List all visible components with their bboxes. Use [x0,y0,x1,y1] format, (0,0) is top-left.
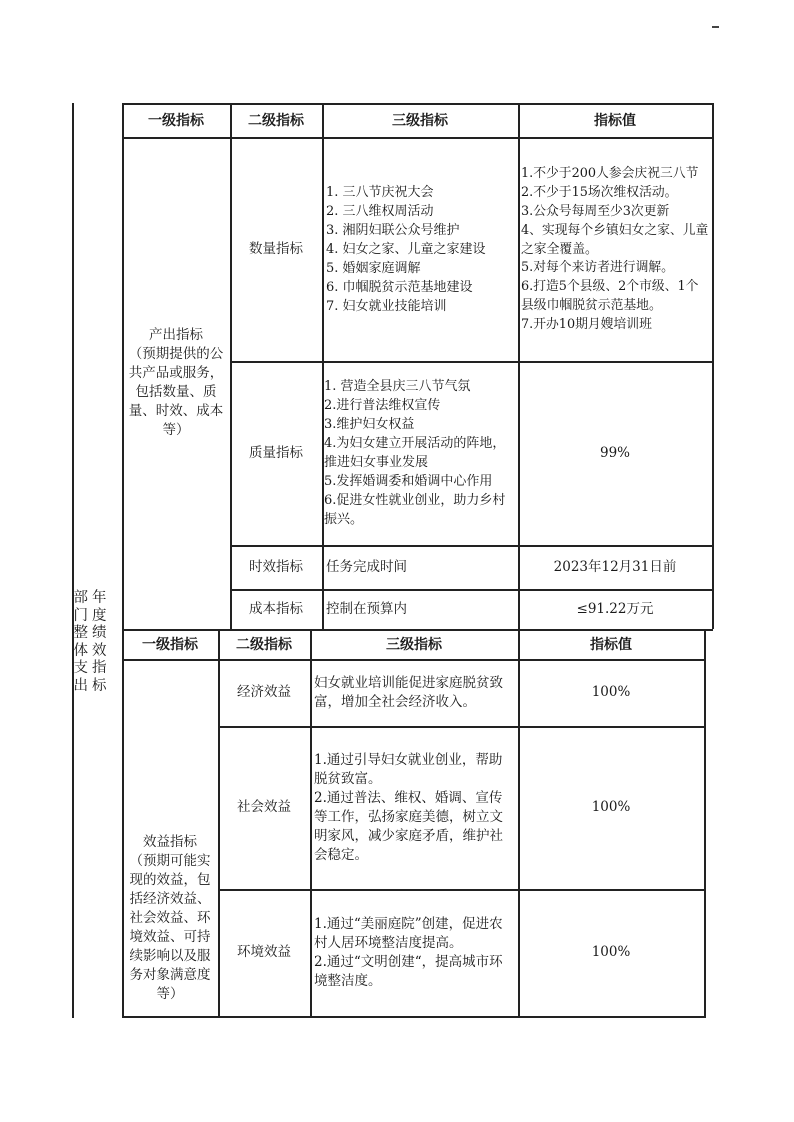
header2-level3: 三级指标 [386,637,442,653]
quantity-indicator-values: 1.不少于200人参会庆祝三八节 2.不少于15场次维权活动。 3.公众号每周至少3次更新 4、实现每个乡镇妇女之家、儿童之家全覆盖。 5.对每个来访者进行调解。 6.打造5个县级、2个市级、1个县级巾帼脱贫示范基地。 7.开办10期月嫂培训班 [521,166,709,332]
economic-benefit-value: 100% [591,684,631,700]
section-label [72,590,108,695]
social-benefit-items: 1.通过引导妇女就业创业，帮助脱贫致富。 2.通过普法、维权、婚调、宣传等工作，弘扬家庭美德，树立文明家风，减少家庭矛盾，维护社会稳定。 [314,751,503,863]
cost-indicator-value: ≤91.22万元 [576,600,654,617]
social-benefit-label: 社会效益 [237,799,291,815]
quality-indicator-value: 99% [599,444,630,461]
quality-indicator-label: 质量指标 [249,444,303,461]
header-value: 指标值 [594,113,636,129]
cost-indicator-label: 成本指标 [249,600,303,617]
timeliness-indicator-item: 任务完成时间 [326,558,407,575]
quantity-indicator-items: 1. 三八节庆祝大会 2. 三八维权周活动 3. 湘阴妇联公众号维护 4. 妇女之家、儿童之家建设 5. 婚姻家庭调解 6. 巾帼脱贫示范基地建设 7. 妇女就业技能培训 [326,184,486,314]
social-benefit-value: 100% [591,799,631,815]
quantity-indicator-label: 数量指标 [249,240,303,257]
timeliness-indicator-value: 2023年12月31日前 [553,558,677,575]
timeliness-indicator-label: 时效指标 [249,558,303,575]
environmental-benefit-value: 100% [591,944,631,960]
section-label-col-a: 部 门 整 体 支 出 [73,590,88,694]
environmental-benefit-label: 环境效益 [237,944,291,960]
header-level3: 三级指标 [392,113,448,129]
header2-level2: 二级指标 [236,637,292,653]
header-level1: 一级指标 [148,113,204,129]
output-indicator-label: 产出指标 （预期提供的公共产品或服务，包括数量、质量、时效、成本等） [128,327,224,438]
scan-mark [712,26,719,28]
environmental-benefit-items: 1.通过“美丽庭院”创建，促进农村人居环境整洁度提高。 2.通过“文明创建“，提高城市环境整洁度。 [314,915,503,989]
benefit-indicator-label: 效益指标 （预期可能实现的效益，包括经济效益、社会效益、环境效益、可持续影响以及服务对象满意度等） [129,833,211,1002]
cost-indicator-item: 控制在预算内 [326,600,407,617]
quality-indicator-items: 1. 营造全县庆三八节气氛 2.进行普法维权宣传 3.维护妇女权益 4.为妇女建立开展活动的阵地，推进妇女事业发展 5.发挥婚调委和婚调中心作用 6.促进女性就业创业，助力乡村振兴。 [324,379,506,527]
header-level2: 二级指标 [248,113,304,129]
header2-level1: 一级指标 [142,637,198,653]
economic-benefit-label: 经济效益 [237,684,291,700]
header2-value: 指标值 [590,637,632,653]
economic-benefit-item: 妇女就业培训能促进家庭脱贫致富，增加全社会经济收入。 [314,674,503,710]
section-label-col-b: 年 度 绩 效 指 标 [92,590,107,694]
